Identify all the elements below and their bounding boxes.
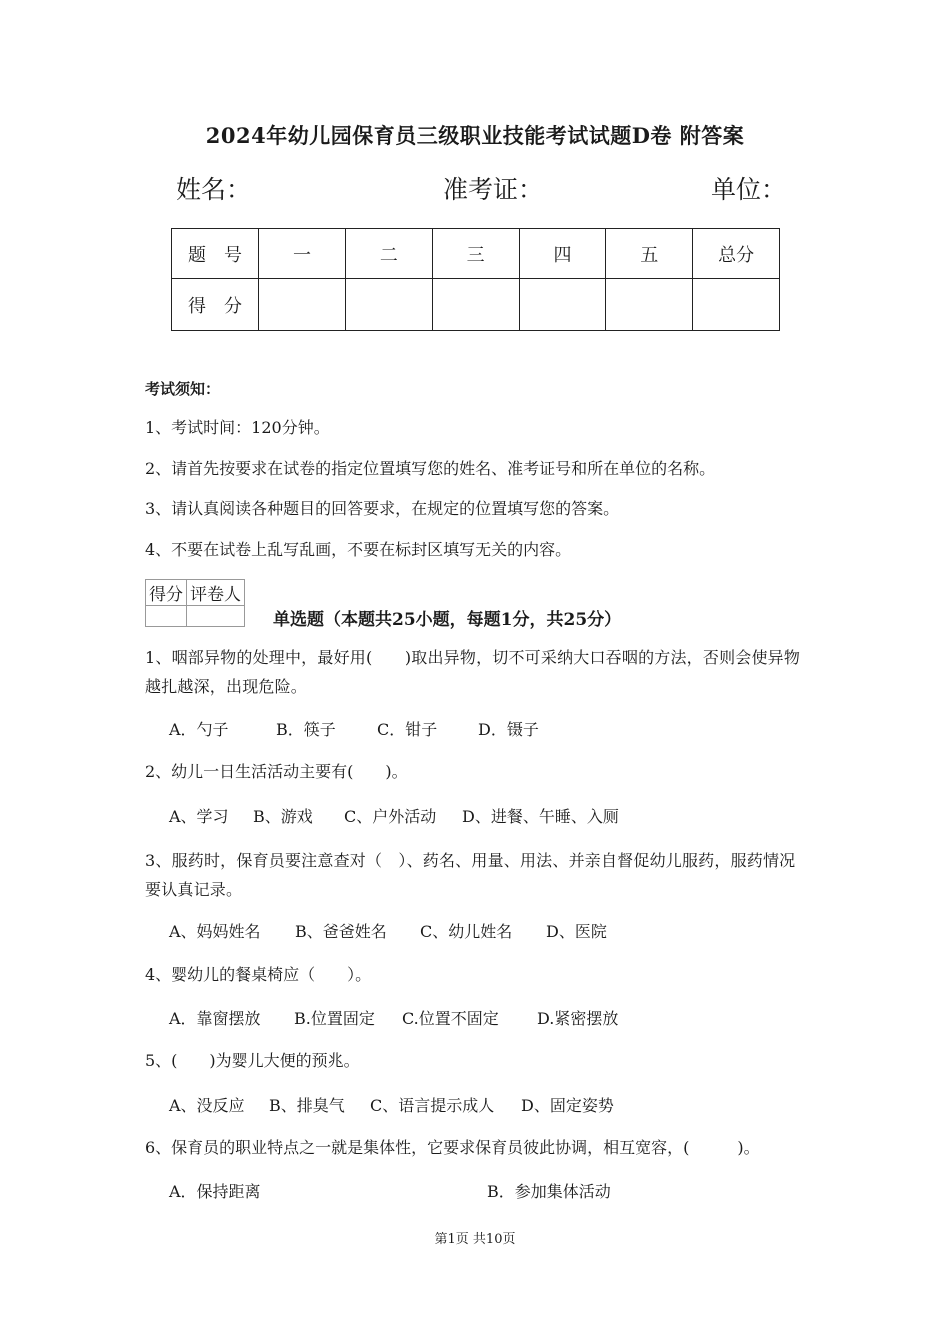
score-cell	[259, 279, 346, 331]
option: B．参加集体活动	[487, 1182, 611, 1201]
grader-score-label: 得分	[146, 580, 187, 606]
note-item: 3、请认真阅读各种题目的回答要求，在规定的位置填写您的答案。	[145, 499, 620, 518]
option: A．靠窗摆放	[169, 1009, 261, 1028]
section-title: 单选题（本题共25小题，每题1分，共25分）	[273, 610, 622, 630]
score-cell	[519, 279, 606, 331]
question-stem: 6、保育员的职业特点之一就是集体性，它要求保育员彼此协调，相互宽容，( )。	[145, 1138, 760, 1157]
option: B．筷子	[276, 720, 336, 739]
note-item: 1、考试时间：120分钟。	[145, 418, 330, 437]
score-table	[171, 228, 780, 331]
score-row-label: 得 分	[172, 279, 259, 331]
exam-id-label: 准考证：	[443, 175, 544, 204]
score-table-header-row	[172, 229, 780, 279]
score-header-cell: 总分	[693, 229, 780, 279]
score-header-cell: 题 号	[172, 229, 259, 279]
grader-reviewer-cell	[187, 606, 245, 627]
score-header-cell: 五	[606, 229, 693, 279]
question-stem: 5、( )为婴儿大便的预兆。	[145, 1051, 360, 1070]
option: C、语言提示成人	[370, 1096, 495, 1115]
option: A、妈妈姓名	[169, 922, 261, 941]
score-cell	[606, 279, 693, 331]
document-title: 2024年幼儿园保育员三级职业技能考试试题D卷 附答案	[205, 123, 745, 148]
option: A．保持距离	[169, 1182, 261, 1201]
name-label: 姓名：	[176, 175, 252, 204]
notes-heading: 考试须知：	[145, 380, 221, 398]
score-cell	[345, 279, 432, 331]
score-header-cell: 三	[432, 229, 519, 279]
grader-box	[145, 579, 245, 627]
score-cell	[693, 279, 780, 331]
option: D、进餐、午睡、入厕	[462, 807, 619, 826]
option: B、爸爸姓名	[295, 922, 387, 941]
note-item: 4、不要在试卷上乱写乱画，不要在标封区填写无关的内容。	[145, 540, 572, 559]
score-header-cell: 一	[259, 229, 346, 279]
option: C、户外活动	[344, 807, 437, 826]
question-stem: 4、婴幼儿的餐桌椅应（ ）。	[145, 965, 372, 984]
score-header-cell: 四	[519, 229, 606, 279]
unit-label: 单位：	[711, 175, 787, 204]
page-footer: 第1页 共10页	[434, 1232, 516, 1247]
option: B、排臭气	[269, 1096, 345, 1115]
question-stem: 1、咽部异物的处理中，最好用( )取出异物，切不可采纳大口吞咽的方法，否则会使异物越扎越深，出现危险。	[145, 648, 801, 696]
score-header-cell: 二	[345, 229, 432, 279]
option: D、医院	[546, 922, 607, 941]
option: D.紧密摆放	[537, 1009, 619, 1028]
option: C.位置不固定	[402, 1009, 499, 1028]
option: C、幼儿姓名	[420, 922, 513, 941]
option: B、游戏	[253, 807, 313, 826]
option: D．镊子	[478, 720, 539, 739]
option: D、固定姿势	[521, 1096, 614, 1115]
score-cell	[432, 279, 519, 331]
option: A．勺子	[169, 720, 229, 739]
option: A、没反应	[169, 1096, 245, 1115]
note-item: 2、请首先按要求在试卷的指定位置填写您的姓名、准考证号和所在单位的名称。	[145, 459, 716, 478]
score-table-score-row	[172, 279, 780, 331]
option: C．钳子	[377, 720, 438, 739]
grader-score-cell	[146, 606, 187, 627]
question-stem: 3、服药时，保育员要注意查对（ ）、药名、用量、用法、并亲自督促幼儿服药，服药情况要认真记录。	[145, 851, 796, 899]
option: B.位置固定	[294, 1009, 375, 1028]
question-stem: 2、幼儿一日生活活动主要有( )。	[145, 762, 408, 781]
grader-reviewer-label: 评卷人	[187, 580, 245, 606]
option: A、学习	[169, 807, 229, 826]
